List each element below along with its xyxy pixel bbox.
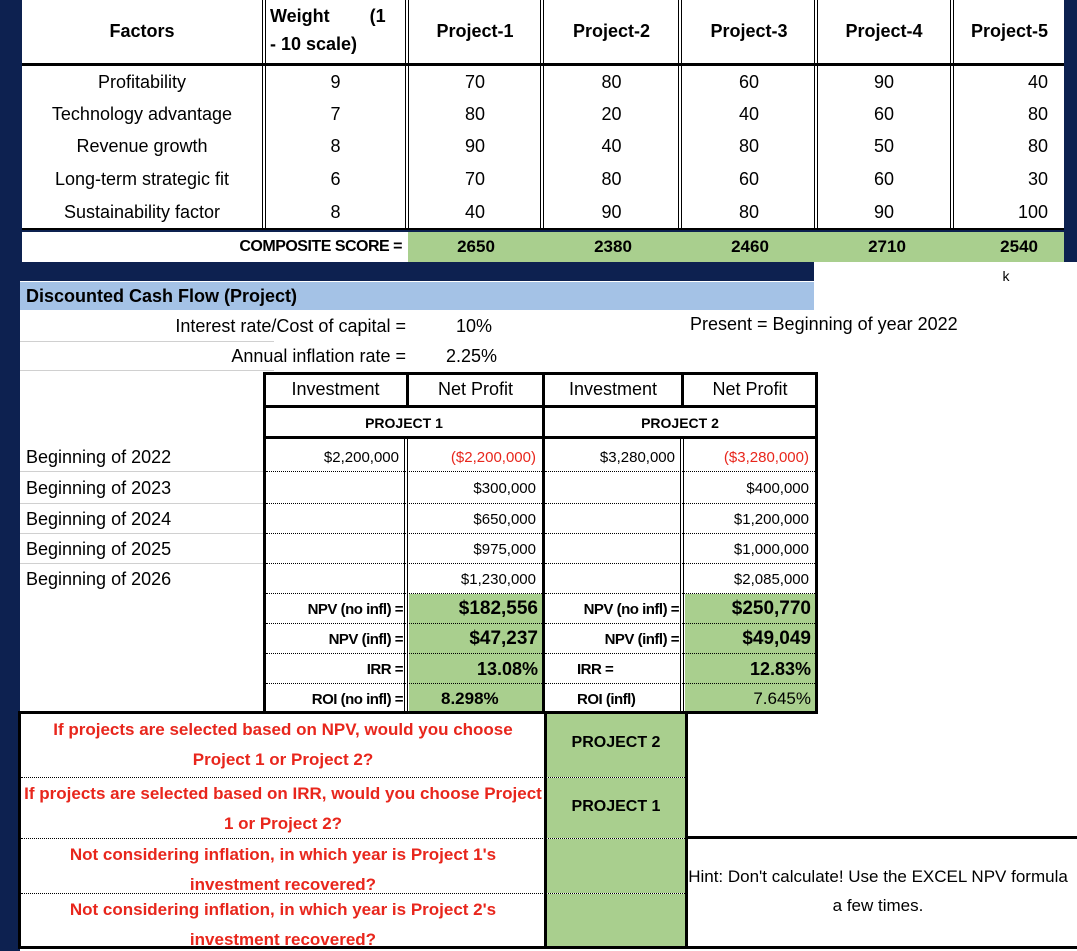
p1-metric-value: $47,237 — [469, 628, 538, 649]
p2-metric-label: ROI (infl) — [577, 690, 636, 708]
hint-text: Hint: Don't calculate! Use the EXCEL NPV formula a few times. — [688, 867, 1068, 915]
present-note: Present = Beginning of year 2022 — [690, 313, 958, 334]
header-project-2: Project-2 — [572, 21, 651, 41]
p2-metric-value: $250,770 — [731, 598, 811, 619]
inflation-label: Annual inflation rate = — [231, 345, 406, 366]
p2-net-profit-value: $1,000,000 — [733, 540, 809, 558]
year-label: Beginning of 2023 — [26, 477, 172, 498]
factor-p2-value: 80 — [601, 71, 622, 92]
question-text: Not considering inflation, in which year is Project 1's investment recovered? — [69, 845, 497, 894]
factor-p1-value: 90 — [464, 135, 486, 156]
factor-weight-value: 8 — [330, 135, 341, 156]
p1-net-profit-value: $650,000 — [473, 510, 536, 528]
factor-p1-value: 70 — [464, 168, 486, 189]
question-text: Not considering inflation, in which year is Project 2's investment recovered? — [69, 900, 497, 947]
p1-metric-value: $182,556 — [458, 598, 538, 619]
inflation-value: 2.25% — [446, 345, 498, 366]
p1-metric-value: 8.298% — [441, 689, 499, 708]
interest-value: 10% — [456, 315, 493, 336]
p1-net-profit-value: $1,230,000 — [460, 570, 536, 588]
p2-metric-value: 12.83% — [749, 658, 811, 679]
factor-p5-value: 40 — [1027, 71, 1048, 92]
factor-p2-value: 80 — [601, 168, 622, 189]
header-weight-line1: Weight (1 — [270, 6, 386, 26]
factor-p3-value: 40 — [738, 103, 760, 124]
factor-p2-value: 90 — [601, 201, 622, 222]
factor-p4-value: 90 — [873, 201, 895, 222]
p1-net-profit-value: ($2,200,000) — [450, 448, 536, 466]
factor-name: Technology advantage — [51, 103, 233, 124]
factor-p2-value: 20 — [601, 103, 622, 124]
composite-p5: 2540 — [1000, 237, 1038, 256]
factor-weight-value: 8 — [330, 201, 341, 222]
factor-p1-value: 80 — [464, 103, 486, 124]
stray-char: k — [1002, 268, 1010, 284]
p2-net-profit-value: ($3,280,000) — [723, 448, 809, 466]
factor-p4-value: 50 — [873, 135, 895, 156]
p2-investment-header: Investment — [568, 378, 658, 399]
p2-metric-label: NPV (no infl) = — [583, 600, 679, 618]
year-label: Beginning of 2026 — [26, 568, 172, 589]
header-project-4: Project-4 — [845, 21, 923, 41]
composite-p1: 2650 — [457, 237, 495, 256]
factor-name: Long-term strategic fit — [54, 168, 230, 189]
factor-name: Sustainability factor — [63, 201, 221, 222]
factor-p4-value: 90 — [873, 71, 895, 92]
p2-investment-value: $3,280,000 — [599, 448, 675, 466]
factor-p4-value: 60 — [873, 103, 895, 124]
factor-p5-value: 30 — [1027, 168, 1048, 189]
header-project-3: Project-3 — [710, 21, 788, 41]
factor-p3-value: 80 — [738, 135, 760, 156]
p2-net-profit-header: Net Profit — [712, 378, 788, 399]
p1-metric-label: NPV (infl) = — [328, 630, 403, 648]
factor-p1-value: 40 — [464, 201, 486, 222]
project2-label: PROJECT 2 — [641, 415, 719, 431]
question-text: If projects are selected based on NPV, would you choose Project 1 or Project 2? — [53, 720, 513, 769]
interest-label: Interest rate/Cost of capital = — [175, 315, 406, 336]
factor-p4-value: 60 — [873, 168, 895, 189]
factor-p3-value: 60 — [738, 71, 760, 92]
p1-net-profit-header: Net Profit — [437, 378, 514, 399]
header-weight — [266, 2, 406, 62]
header-factors: Factors — [109, 21, 175, 41]
p2-net-profit-value: $2,085,000 — [733, 570, 809, 588]
year-label: Beginning of 2022 — [26, 446, 172, 467]
question-text: If projects are selected based on IRR, would you choose Project 1 or Project 2? — [24, 784, 542, 833]
factor-name: Profitability — [97, 71, 187, 92]
header-project-5: Project-5 — [970, 21, 1049, 41]
composite-p4: 2710 — [868, 237, 906, 256]
p1-metric-value: 13.08% — [476, 658, 538, 679]
year-label: Beginning of 2025 — [26, 538, 172, 559]
header-project-1: Project-1 — [436, 21, 514, 41]
factor-p3-value: 80 — [738, 201, 760, 222]
factor-p2-value: 40 — [601, 135, 622, 156]
project1-label: PROJECT 1 — [365, 415, 443, 431]
factor-weight-value: 7 — [330, 103, 341, 124]
questions-frame — [18, 711, 688, 949]
factor-weight-value: 9 — [330, 71, 341, 92]
p1-investment-value: $2,200,000 — [323, 448, 399, 466]
composite-p2: 2380 — [594, 237, 632, 256]
p2-metric-value: 7.645% — [753, 689, 811, 708]
p2-net-profit-value: $400,000 — [746, 479, 809, 497]
answer-text: PROJECT 1 — [571, 798, 661, 815]
factor-p1-value: 70 — [464, 71, 486, 92]
p1-metric-label: NPV (no infl) = — [307, 600, 403, 618]
p2-metric-value: $49,049 — [742, 628, 811, 649]
p1-metric-label: IRR = — [366, 660, 403, 678]
factor-p3-value: 60 — [738, 168, 760, 189]
dcf-right-gap — [814, 262, 1077, 282]
composite-p3: 2460 — [731, 237, 769, 256]
factor-p5-value: 100 — [1017, 201, 1048, 222]
dcf-title: Discounted Cash Flow (Project) — [26, 285, 298, 306]
p1-metric-label: ROI (no infl) = — [311, 690, 403, 708]
factor-p5-value: 80 — [1027, 103, 1048, 124]
p1-investment-header: Investment — [291, 378, 380, 399]
p2-metric-label: NPV (infl) = — [604, 630, 679, 648]
factor-name: Revenue growth — [76, 135, 208, 156]
year-label: Beginning of 2024 — [26, 508, 172, 529]
factor-weight-value: 6 — [330, 168, 341, 189]
p2-net-profit-value: $1,200,000 — [733, 510, 809, 528]
p2-metric-label: IRR = — [577, 660, 614, 678]
header-weight-line2: - 10 scale) — [270, 34, 358, 54]
answer-text: PROJECT 2 — [571, 734, 661, 751]
composite-label: COMPOSITE SCORE = — [239, 238, 402, 255]
p1-net-profit-value: $975,000 — [473, 540, 536, 558]
p1-net-profit-value: $300,000 — [473, 479, 536, 497]
factor-p5-value: 80 — [1027, 135, 1048, 156]
